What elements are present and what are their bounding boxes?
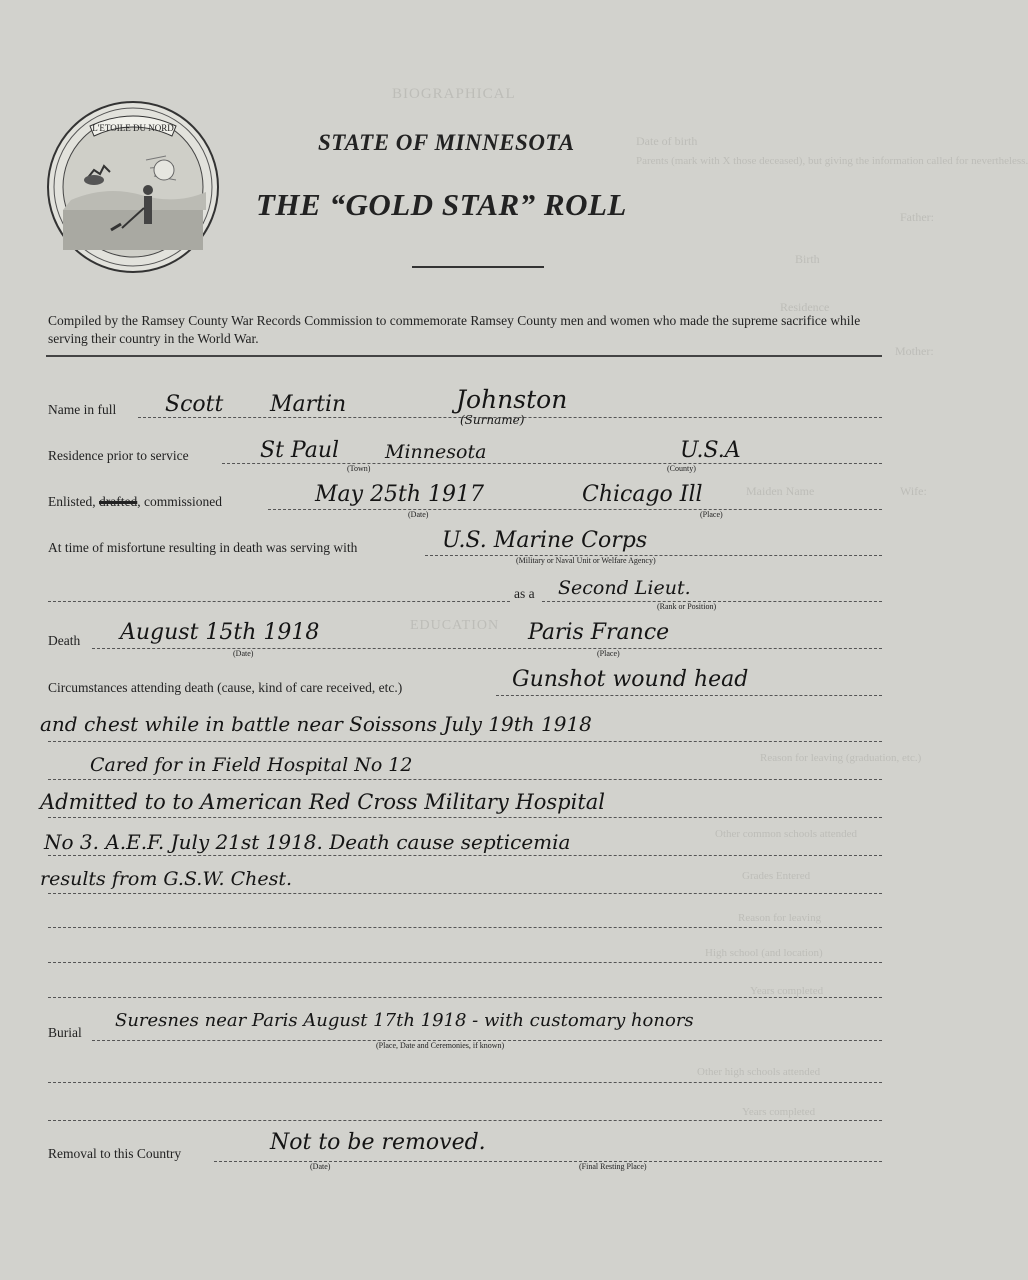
circumstances-line-5: No 3. A.E.F. July 21st 1918. Death cause septicemia xyxy=(44,830,571,854)
intro-rule xyxy=(46,355,882,357)
country-value: U.S.A xyxy=(680,438,741,463)
enlisted-label-rest: , commissioned xyxy=(137,494,222,509)
circumstances-line-2: and chest while in battle near Soissons July 19th 1918 xyxy=(40,712,592,736)
state-value: Minnesota xyxy=(385,441,487,463)
enlisted-dotted-line xyxy=(268,509,882,510)
bleed-years-2: Years completed xyxy=(742,1106,816,1118)
enlisted-date-caption: (Date) xyxy=(408,510,429,519)
bleed-father: Father: xyxy=(900,210,934,224)
first-name-value: Scott xyxy=(165,392,224,417)
bleed-other-high: Other high schools attended xyxy=(697,1066,821,1078)
bleed-residence: Residence xyxy=(780,300,830,314)
unit-value: U.S. Marine Corps xyxy=(442,528,648,553)
removal-value: Not to be removed. xyxy=(270,1130,486,1155)
county-caption: (County) xyxy=(667,464,696,473)
death-dotted-line xyxy=(92,648,882,649)
residence-dotted-line xyxy=(222,463,882,464)
state-seal-image xyxy=(46,100,220,274)
title-rule xyxy=(412,266,544,268)
as-a-left-dotted-line xyxy=(48,601,510,602)
as-a-label: as a xyxy=(514,586,535,601)
bleed-wife: Wife: xyxy=(900,484,927,498)
bleed-other-schools: Other common schools attended xyxy=(715,828,858,840)
seal-motto: L'ETOILE DU NORD xyxy=(92,123,174,133)
name-label: Name in full xyxy=(48,402,117,417)
circumstances-dotted-line-7 xyxy=(48,927,882,928)
circumstances-dotted-line-4 xyxy=(48,817,882,818)
circumstances-dotted-line-6 xyxy=(48,893,882,894)
town-value: St Paul xyxy=(260,438,340,463)
surname-note: (Surname) xyxy=(460,413,525,427)
bleed-reason: Reason for leaving (graduation, etc.) xyxy=(760,752,922,764)
bleed-reason-2: Reason for leaving xyxy=(738,912,822,924)
rank-caption: (Rank or Position) xyxy=(657,602,717,611)
burial-caption: (Place, Date and Ceremonies, if known) xyxy=(376,1041,505,1050)
bleed-mother: Mother: xyxy=(895,344,934,358)
circumstances-dotted-line-9 xyxy=(48,997,882,998)
enlisted-date-value: May 25th 1917 xyxy=(315,482,485,507)
circumstances-line-3: Cared for in Field Hospital No 12 xyxy=(90,754,413,776)
roll-title: THE “GOLD STAR” ROLL xyxy=(256,187,627,222)
circumstances-line-1: Gunshot wound head xyxy=(512,667,749,692)
circumstances-dotted-line-3 xyxy=(48,779,882,780)
intro-text: Compiled by the Ramsey County War Records Commission to commemorate Ramsey County men and women who made the supreme sacrifice while serving their country in the World War. xyxy=(48,313,861,346)
final-resting-caption: (Final Resting Place) xyxy=(579,1162,647,1171)
enlisted-place-value: Chicago Ill xyxy=(582,482,703,507)
death-label: Death xyxy=(48,633,81,648)
bleed-education: EDUCATION xyxy=(410,618,500,633)
circumstances-dotted-line-1 xyxy=(496,695,882,696)
town-caption: (Town) xyxy=(347,464,371,473)
bleed-years: Years completed xyxy=(750,985,824,997)
bleed-date-of-birth: Date of birth xyxy=(636,134,698,148)
bleed-high-school: High school (and location) xyxy=(705,947,823,959)
circumstances-label: Circumstances attending death (cause, kind of care received, etc.) xyxy=(48,680,403,695)
bleed-parents: Parents (mark with X those deceased), but giving the information called for nevertheless. xyxy=(636,155,1028,167)
serving-label: At time of misfortune resulting in death was serving with xyxy=(48,540,358,555)
residence-label: Residence prior to service xyxy=(48,448,189,463)
bleed-birth: Birth xyxy=(795,252,820,266)
circumstances-line-6: results from G.S.W. Chest. xyxy=(40,868,293,890)
bleed-grades: Grades Entered xyxy=(742,870,811,882)
enlisted-label-struck: drafted xyxy=(99,494,138,509)
circumstances-dotted-line-8 xyxy=(48,962,882,963)
burial-dotted-line-3 xyxy=(48,1120,882,1121)
death-date-value: August 15th 1918 xyxy=(120,620,320,645)
bleed-heading: BIOGRAPHICAL xyxy=(392,86,516,102)
death-place-caption: (Place) xyxy=(597,649,620,658)
removal-label: Removal to this Country xyxy=(48,1146,182,1161)
agency-caption: (Military or Naval Unit or Welfare Agency) xyxy=(516,556,656,565)
death-place-value: Paris France xyxy=(528,620,670,645)
middle-name-value: Martin xyxy=(270,392,347,417)
rank-value: Second Lieut. xyxy=(558,577,691,599)
enlisted-place-caption: (Place) xyxy=(700,510,723,519)
circumstances-line-4: Admitted to to American Red Cross Military Hospital xyxy=(40,790,606,814)
burial-value: Suresnes near Paris August 17th 1918 - with customary honors xyxy=(115,1010,694,1031)
surname-value: Johnston xyxy=(456,385,568,414)
death-date-caption: (Date) xyxy=(233,649,254,658)
enlisted-label-start: Enlisted, xyxy=(48,494,99,509)
removal-date-caption: (Date) xyxy=(310,1162,331,1171)
circumstances-dotted-line-2 xyxy=(48,741,882,742)
burial-dotted-line-2 xyxy=(48,1082,882,1083)
state-title: STATE OF MINNESOTA xyxy=(318,130,575,155)
enlisted-label xyxy=(48,494,222,510)
bleed-maiden-name: Maiden Name xyxy=(746,484,815,498)
circumstances-dotted-line-5 xyxy=(48,855,882,856)
burial-label: Burial xyxy=(48,1025,82,1040)
